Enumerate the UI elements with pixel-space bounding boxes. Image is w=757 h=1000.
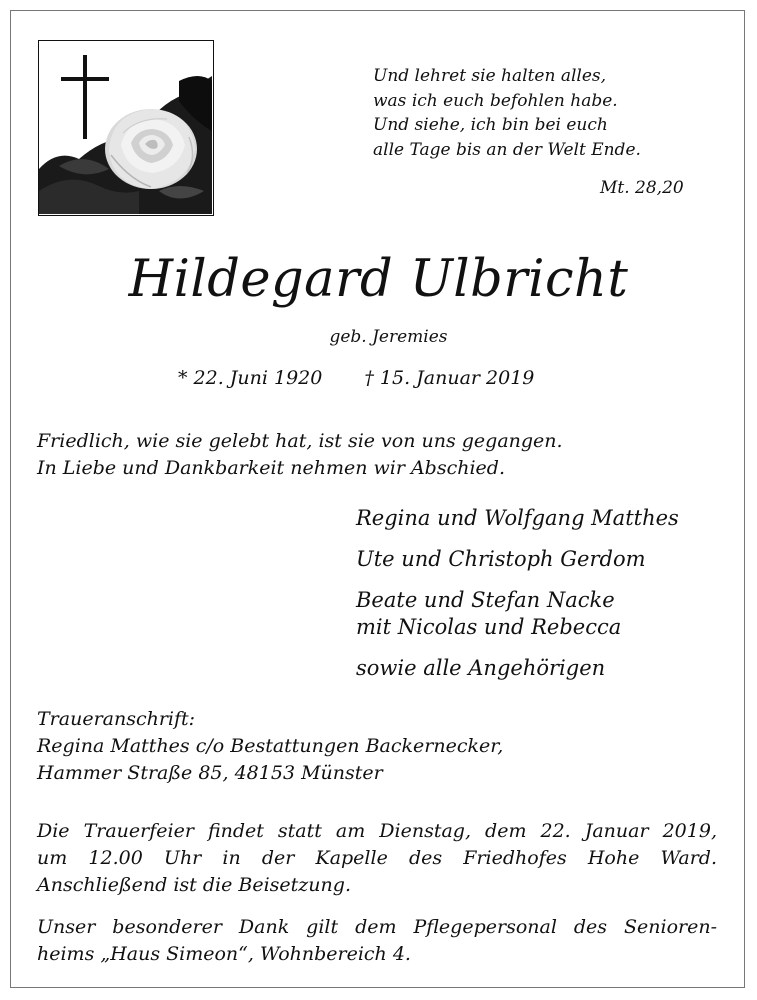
thanks-line: Unser besonderer Dank gilt dem Pflegepersonal des Senioren- xyxy=(37,916,717,938)
mourner-others: sowie alle Angehörigen xyxy=(356,656,606,680)
farewell-line: Friedlich, wie sie gelebt hat, ist sie von uns gegangen. xyxy=(37,430,563,452)
mourning-address xyxy=(37,706,503,787)
mourner-family-2: Ute und Christoph Gerdom xyxy=(356,547,646,571)
ceremony-line: um 12.00 Uhr in der Kapelle des Friedhofes Hohe Ward. xyxy=(37,847,717,869)
death-date: † 15. Januar 2019 xyxy=(364,367,535,389)
verse-line: Und siehe, ich bin bei euch xyxy=(373,115,608,135)
ceremony-line: Anschließend ist die Beisetzung. xyxy=(37,874,351,896)
cross-and-rose-image xyxy=(38,40,214,216)
ceremony-line: Die Trauerfeier findet statt am Dienstag, dem 22. Januar 2019, xyxy=(37,820,717,842)
thanks-line: heims „Haus Simeon“, Wohnbereich 4. xyxy=(37,943,411,965)
farewell-text xyxy=(37,428,563,482)
verse-line: Und lehret sie halten alles, xyxy=(373,66,607,86)
birth-date: * 22. Juni 1920 xyxy=(178,367,323,389)
verse-line: alle Tage bis an der Welt Ende. xyxy=(373,139,641,160)
verse-line: was ich euch befohlen habe. xyxy=(373,90,618,111)
address-line: Regina Matthes c/o Bestattungen Backernecker, xyxy=(37,735,504,757)
mourner-family-3-children: mit Nicolas und Rebecca xyxy=(356,615,622,639)
life-dates xyxy=(178,367,534,389)
address-line: Hammer Straße 85, 48153 Münster xyxy=(37,762,383,784)
bible-verse xyxy=(373,64,673,162)
funeral-ceremony-info xyxy=(37,818,717,899)
thanks-note xyxy=(37,914,717,968)
deceased-name: Hildegard Ulbricht xyxy=(128,250,629,309)
cross-rose-illustration xyxy=(39,41,212,214)
mourner-family-1: Regina und Wolfgang Matthes xyxy=(356,506,679,530)
address-label: Traueranschrift: xyxy=(37,708,196,730)
mourners-list xyxy=(356,505,679,682)
mourner-family-3: Beate und Stefan Nacke xyxy=(356,588,615,612)
verse-reference: Mt. 28,20 xyxy=(600,178,684,198)
maiden-name: geb. Jeremies xyxy=(329,327,448,347)
farewell-line: In Liebe und Dankbarkeit nehmen wir Abschied. xyxy=(37,457,505,479)
